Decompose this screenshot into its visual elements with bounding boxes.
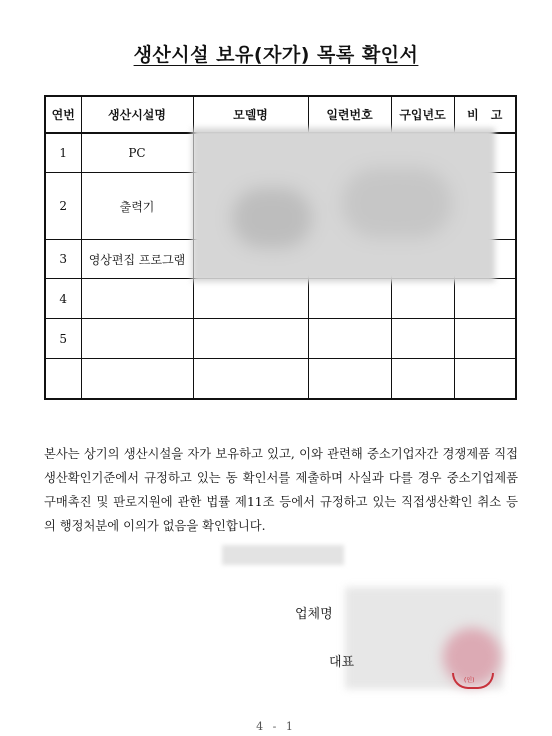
cell-serial (308, 359, 391, 400)
cell-facility-name (81, 319, 193, 359)
cell-remarks (454, 319, 516, 359)
cell-no: 1 (45, 133, 81, 173)
representative-label: 대표 (329, 655, 355, 670)
table-row (45, 319, 516, 359)
redacted-model-serial-area (192, 128, 495, 282)
cell-facility-name (81, 279, 193, 319)
header-purchase-year: 구입년도 (391, 96, 454, 133)
cell-no: 5 (45, 319, 81, 359)
cell-serial (308, 279, 391, 319)
cell-no: 2 (45, 173, 81, 240)
document-title-text: 생산시설 보유(자가) 목록 확인서 (133, 44, 419, 66)
seal-text: (인) (464, 677, 475, 684)
cell-model (193, 319, 308, 359)
header-no: 연번 (45, 96, 81, 133)
header-remarks: 비 고 (454, 96, 516, 133)
company-name-label: 업체명 (295, 607, 333, 622)
page-number: 4 - 1 (256, 720, 296, 733)
confirmation-statement: 본사는 상기의 생산시설을 자가 보유하고 있고, 이와 관련해 중소기업자간 경쟁제품 직접생산확인기준에서 규정하고 있는 동 확인서를 제출하며 사실과 다를 경우 중소기업제품 구매촉진 및 판로지원에 관한 법률 제11조 등에서 규정하고 있는 직접생산확인 취소 등의 행정처분에 이의가 없음을 확인합니다. (44, 447, 518, 534)
cell-purchase-year (391, 359, 454, 400)
cell-no (45, 359, 81, 400)
cell-no: 4 (45, 279, 81, 319)
cell-serial (308, 319, 391, 359)
cell-model (193, 359, 308, 400)
header-serial: 일련번호 (308, 96, 391, 133)
cell-facility-name: 영상편집 프로그램 (81, 240, 193, 279)
cell-purchase-year (391, 319, 454, 359)
table-row (45, 359, 516, 400)
cell-remarks (454, 279, 516, 319)
cell-purchase-year (391, 279, 454, 319)
redacted-date (222, 545, 344, 565)
cell-model (193, 279, 308, 319)
cell-facility-name: 출력기 (81, 173, 193, 240)
table-row (45, 279, 516, 319)
cell-no: 3 (45, 240, 81, 279)
cell-facility-name (81, 359, 193, 400)
header-facility-name: 생산시설명 (81, 96, 193, 133)
cell-facility-name: PC (81, 133, 193, 173)
document-title (0, 40, 552, 67)
header-model: 모델명 (193, 96, 308, 133)
cell-remarks (454, 359, 516, 400)
